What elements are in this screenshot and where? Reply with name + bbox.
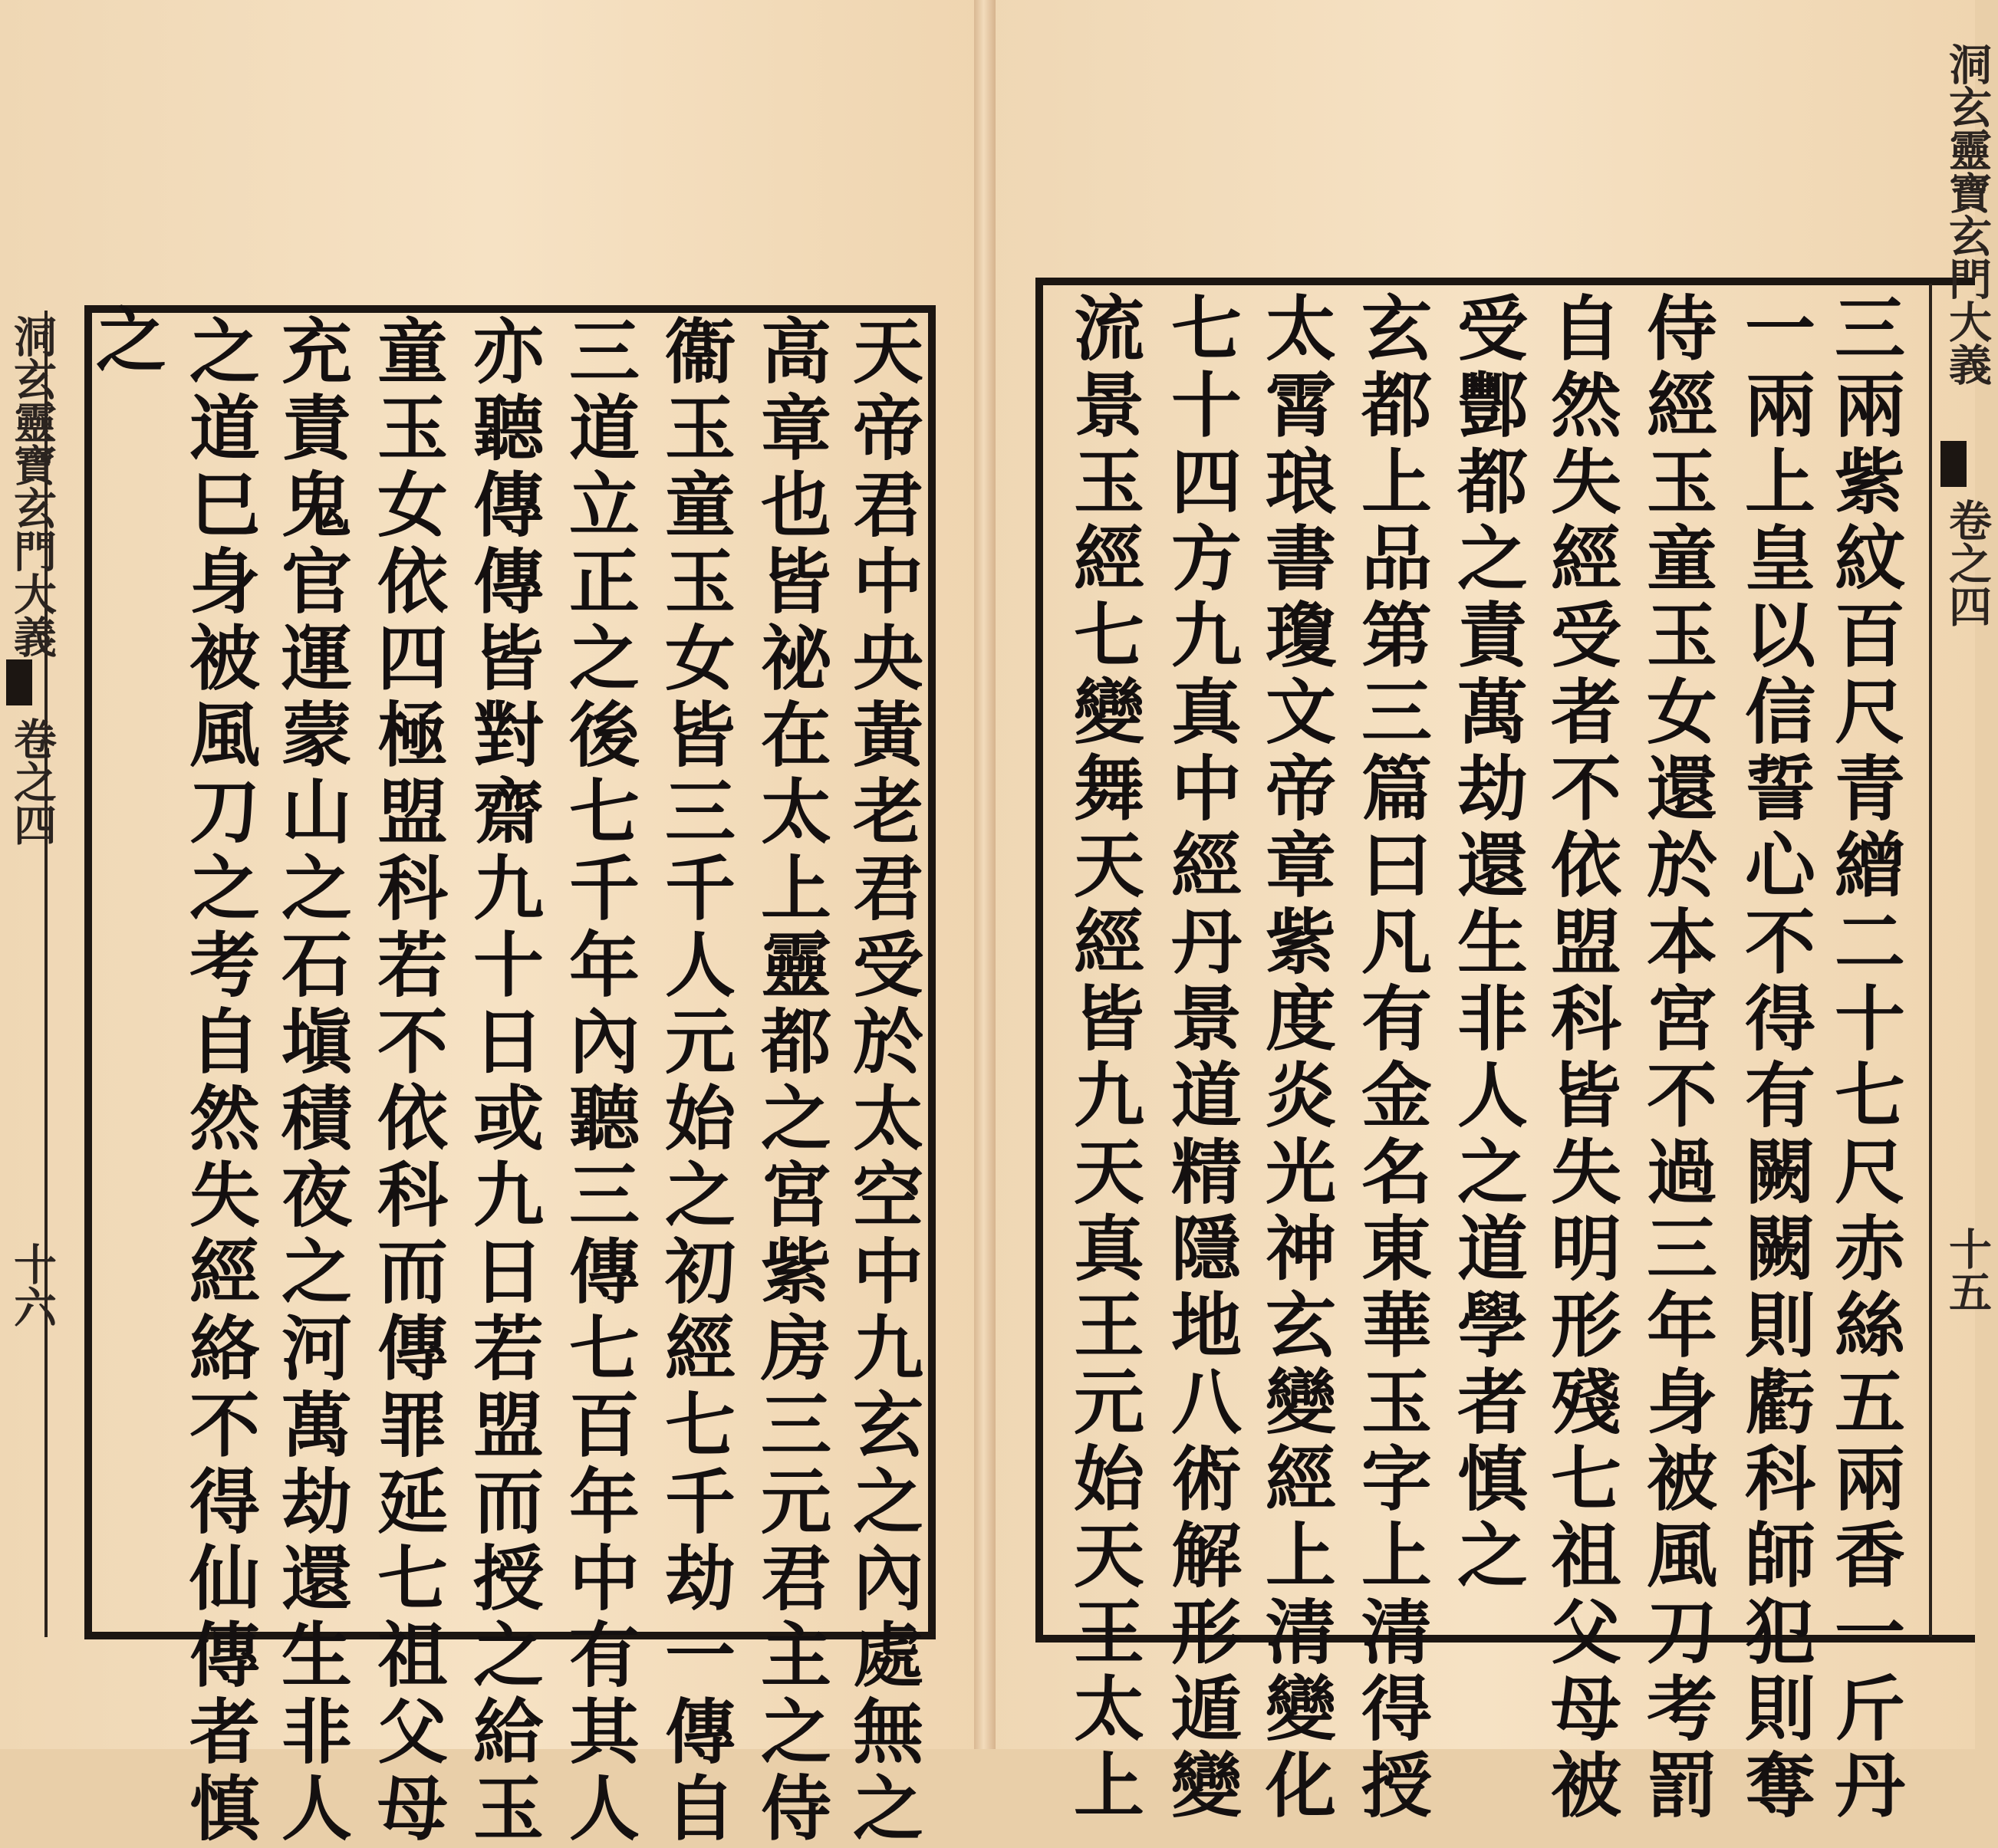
- left-text-column-5: 亦聽傳傳皆對齋九十日或九日若盟而授之給玉: [462, 314, 545, 1848]
- left-margin-page-number: 十六: [7, 1242, 58, 1328]
- left-fish-tail-mark: [6, 659, 32, 705]
- right-text-column-3: 侍經玉童玉女還於本宮不過三年身被風刀考罰: [1635, 291, 1718, 1825]
- left-text-column-4: 三道立正之後七千年內聽三傳七百年中有其人: [558, 314, 640, 1848]
- right-margin-chapter: 卷之四: [1942, 498, 1993, 627]
- right-text-column-5: 受酆都之責萬劫還生非人之道學者慎之: [1446, 291, 1529, 1595]
- right-text-column-6: 玄都上品第三篇曰凡有金名東華玉字上清得授: [1350, 291, 1433, 1825]
- book-gutter: [974, 0, 996, 1749]
- left-text-column-7: 充責鬼官運蒙山之石塡積夜之河萬劫還生非人: [270, 314, 353, 1848]
- right-text-column-1: 三兩紫紋百尺青繒二十七尺赤絲五兩香一斤丹: [1823, 291, 1906, 1825]
- left-text-column-1: 天帝君中央黃老君受於太空中九玄之內處無之: [841, 314, 924, 1848]
- right-text-column-8: 七十四方九真中經丹景道精隱地八術解形遁變: [1160, 291, 1243, 1825]
- left-text-column-6: 童玉女依四極盟科若不依科而傳罪延七祖父母: [366, 314, 449, 1848]
- right-text-column-4: 自然失經受者不依盟科皆失明形殘七祖父母被: [1539, 291, 1622, 1825]
- left-text-column-8: 之道巳身被風刀之考自然失經絡不得仙傳者慎: [178, 314, 261, 1848]
- left-margin-chapter: 卷之四: [7, 717, 58, 846]
- left-text-column-3: 衞玉童玉女皆三千人元始之初經七千劫一傳自: [653, 314, 736, 1848]
- right-text-column-7: 太霄琅書瓊文帝章紫度炎光神玄變經上清變化: [1254, 291, 1337, 1825]
- right-margin-page-number: 十五: [1942, 1227, 1993, 1313]
- left-text-column-9: 之: [84, 303, 167, 380]
- left-text-column-2: 高章也皆祕在太上靈都之宮紫房三元君主之侍: [749, 314, 832, 1848]
- right-margin-title: 洞玄靈寶玄門大義: [1942, 42, 1993, 386]
- right-text-column-9: 流景玉經七變舞天經皆九天真王元始天王太上: [1062, 291, 1145, 1825]
- right-margin-rule: [1929, 284, 1932, 1637]
- right-text-column-2: 一兩上皇以信誓心不得有闕闕則虧科師犯則奪: [1733, 291, 1816, 1825]
- left-margin-title: 洞玄靈寶玄門大義: [7, 314, 58, 658]
- right-fish-tail-mark: [1940, 441, 1967, 487]
